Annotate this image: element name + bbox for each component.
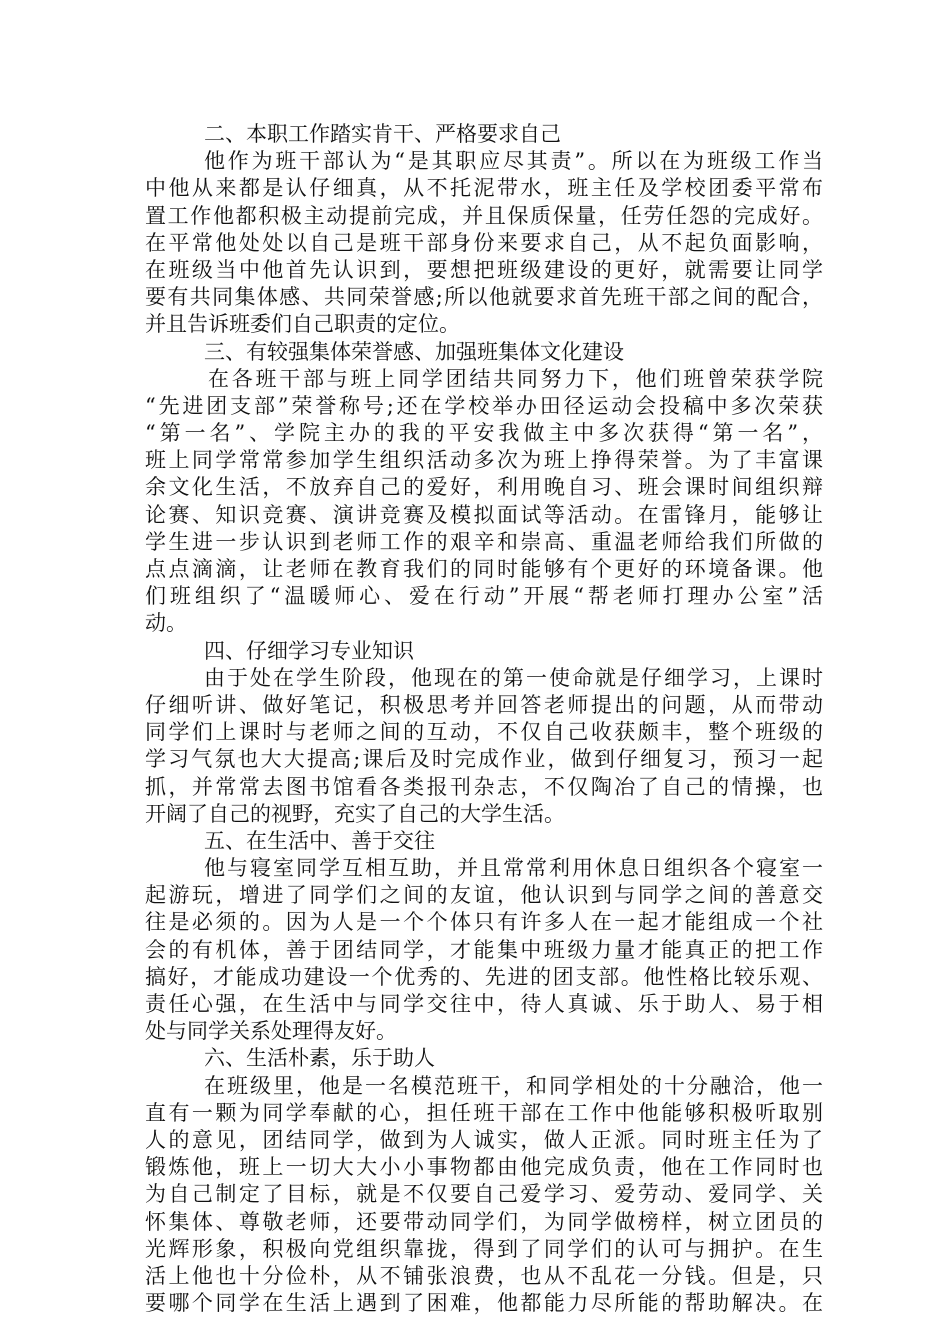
paragraph-line: 在班级里，他是一名模范班干，和同学相处的十分融洽，他一 [204, 1073, 823, 1098]
paragraph-line: 他与寝室同学互相互助，并且常常利用休息日组织各个寝室一 [204, 856, 823, 881]
paragraph-line: 在班级当中他首先认识到，要想把班级建设的更好，就需要让同学 [145, 257, 823, 282]
document-body [145, 121, 823, 1317]
paragraph-line: 处与同学关系处理得友好。 [145, 1019, 397, 1044]
paragraph-line: 论赛、知识竞赛、演讲竞赛及模拟面试等活动。在雷锋月，能够让 [145, 502, 823, 527]
paragraph-line: “第一名”、学院主办的我的平安我做主中多次获得“第一名”， [145, 421, 823, 446]
paragraph-line: 为自己制定了目标，就是不仅要自己爱学习、爱劳动、爱同学、关 [145, 1182, 823, 1207]
paragraph-line: 光辉形象，积极向党组织靠拢，得到了同学们的认可与拥护。在生 [145, 1236, 823, 1261]
paragraph-line: 中他从来都是认仔细真，从不托泥带水，班主任及学校团委平常布 [145, 176, 823, 201]
paragraph-line: 抓，并常常去图书馆看各类报刊杂志，不仅陶冶了自己的情操，也 [145, 774, 823, 799]
section-heading: 二、本职工作踏实肯干、严格要求自己 [204, 122, 561, 146]
paragraph-line: 由于处在学生阶段，他现在的第一使命就是仔细学习，上课时 [204, 665, 823, 690]
paragraph-line: 怀集体、尊敬老师，还要带动同学们，为同学做榜样，树立团员的 [145, 1209, 823, 1234]
paragraph-line: 并且告诉班委们自己职责的定位。 [145, 312, 460, 337]
paragraph-line: 班上同学常常参加学生组织活动多次为班上挣得荣誉。为了丰富课 [145, 448, 823, 473]
paragraph-line: 要有共同集体感、共同荣誉感;所以他就要求首先班干部之间的配合， [145, 285, 823, 310]
section-heading: 五、在生活中、善于交往 [204, 828, 435, 853]
paragraph-line: 在各班干部与班上同学团结共同努力下，他们班曾荣获学院 [208, 366, 823, 391]
paragraph-line: 们班组织了“温暖师心、爱在行动”开展“帮老师打理办公室”活 [145, 584, 823, 609]
paragraph-line: 学习气氛也大大提高;课后及时完成作业，做到仔细复习，预习一起 [145, 747, 823, 772]
paragraph-line: 锻炼他，班上一切大大小小事物都由他完成负责，他在工作同时也 [145, 1155, 823, 1180]
paragraph-line: 往是必须的。因为人是一个个体只有许多人在一起才能组成一个社 [145, 910, 823, 935]
paragraph-line: 起游玩，增进了同学们之间的友谊，他认识到与同学之间的善意交 [145, 883, 823, 908]
paragraph-line: 在平常他处处以自己是班干部身份来要求自己，从不起负面影响， [145, 230, 823, 255]
paragraph-line: 余文化生活，不放弃自己的爱好，利用晚自习、班会课时间组织辩 [145, 475, 823, 500]
paragraph-line: 人的意见，团结同学，做到为人诚实，做人正派。同时班主任为了 [145, 1127, 823, 1152]
paragraph-line: 学生进一步认识到老师工作的艰辛和崇高、重温老师给我们所做的 [145, 529, 823, 554]
paragraph-line: 置工作他都积极主动提前完成，并且保质保量，任劳任怨的完成好。 [145, 203, 823, 228]
paragraph-line: 动。 [145, 611, 187, 636]
paragraph-line: 仔细听讲、做好笔记，积极思考并回答老师提出的问题，从而带动 [145, 692, 823, 717]
paragraph-line: 搞好，才能成功建设一个优秀的、先进的团支部。他性格比较乐观、 [145, 964, 823, 989]
paragraph-line: 活上他也十分俭朴，从不铺张浪费，也从不乱花一分钱。但是，只 [145, 1263, 823, 1288]
paragraph-line: 责任心强，在生活中与同学交往中，待人真诚、乐于助人、易于相 [145, 992, 823, 1016]
paragraph-line: 点点滴滴，让老师在教育我们的同时能够有个更好的环境备课。他 [145, 557, 823, 581]
paragraph-line: 要哪个同学在生活上遇到了困难，他都能力尽所能的帮助解决。在 [145, 1291, 823, 1316]
paragraph-line: 他作为班干部认为“是其职应尽其责”。所以在为班级工作当 [204, 149, 823, 174]
section-heading: 四、仔细学习专业知识 [204, 638, 414, 663]
paragraph-line: 开阔了自己的视野，充实了自己的大学生活。 [145, 801, 565, 826]
paragraph-line: 会的有机体，善于团结同学，才能集中班级力量才能真正的把工作 [145, 937, 823, 962]
section-heading: 六、生活朴素，乐于助人 [204, 1046, 435, 1071]
section-heading: 三、有较强集体荣誉感、加强班集体文化建设 [204, 339, 624, 364]
paragraph-line: 同学们上课时与老师之间的互动，不仅自己收获颇丰，整个班级的 [145, 720, 823, 745]
paragraph-line: 直有一颗为同学奉献的心，担任班干部在工作中他能够积极听取别 [145, 1100, 823, 1125]
paragraph-line: “先进团支部”荣誉称号;还在学校举办田径运动会投稿中多次荣获 [145, 393, 823, 418]
